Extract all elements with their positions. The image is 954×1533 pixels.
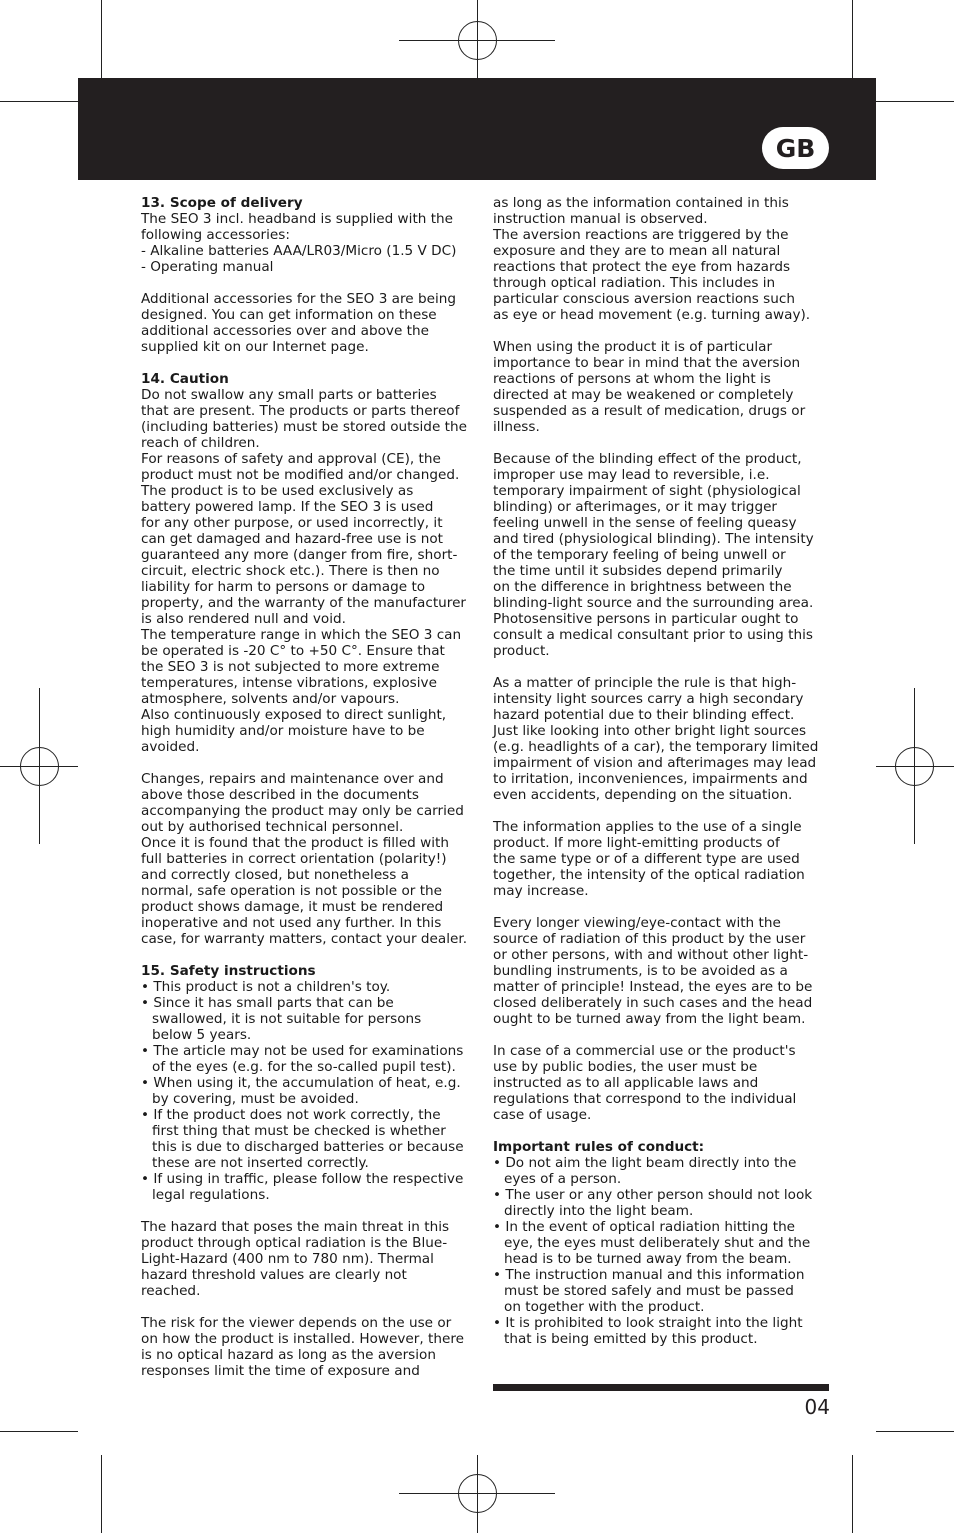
paragraph-gap <box>493 899 838 915</box>
text-line: use by public bodies, the user must be <box>493 1059 758 1075</box>
text-line: product shows damage, it must be rendered <box>141 899 444 915</box>
text-line: source of radiation of this product by the user <box>493 931 806 947</box>
registration-circle <box>20 747 59 786</box>
text-line: intensity light sources carry a high secondary <box>493 691 804 707</box>
text-line: • Do not aim the light beam directly into the <box>493 1155 797 1171</box>
section-heading: 13. Scope of delivery <box>141 195 303 211</box>
right-text-column <box>493 195 838 1347</box>
crop-mark <box>852 1455 853 1533</box>
text-line: blinding-light source and the surrounding area. <box>493 595 814 611</box>
text-line: reactions that protect the eye from hazards <box>493 259 791 275</box>
text-line: • Since it has small parts that can be <box>141 995 394 1011</box>
paragraph-gap <box>141 275 486 291</box>
text-line: avoided. <box>141 739 200 755</box>
text-line: swallowed, it is not suitable for persons <box>152 1011 422 1027</box>
text-line: reached. <box>141 1283 201 1299</box>
paragraph-gap <box>493 323 838 339</box>
paragraph-gap <box>141 1299 486 1315</box>
paragraph-gap <box>141 755 486 771</box>
text-line: below 5 years. <box>152 1027 252 1043</box>
text-line: full batteries in correct orientation (polarity!) <box>141 851 447 867</box>
text-line: ought to be turned away from the light beam. <box>493 1011 806 1027</box>
text-line: hazard threshold values are clearly not <box>141 1267 407 1283</box>
text-line: accompanying the product may only be carried <box>141 803 464 819</box>
text-line: suspended as a result of medication, drugs or <box>493 403 806 419</box>
left-text-column <box>141 195 486 1379</box>
text-line: The SEO 3 incl. headband is supplied with the <box>141 211 454 227</box>
text-line: product. <box>493 643 550 659</box>
text-line: exposure and they are to mean all natural <box>493 243 781 259</box>
text-line: of the eyes (e.g. for the so-called pupil test). <box>152 1059 456 1075</box>
text-line: Also continuously exposed to direct sunlight, <box>141 707 447 723</box>
text-line: illness. <box>493 419 540 435</box>
text-line: The aversion reactions are triggered by the <box>493 227 789 243</box>
text-line: matter of principle! Instead, the eyes are to be <box>493 979 813 995</box>
text-line: responses limit the time of exposure and <box>141 1363 420 1379</box>
text-line: The temperature range in which the SEO 3 can <box>141 627 462 643</box>
section-heading: 15. Safety instructions <box>141 963 316 979</box>
text-line: • If the product does not work correctly, the <box>141 1107 441 1123</box>
text-line: by covering, must be avoided. <box>152 1091 359 1107</box>
text-line: Just like looking into other bright light sources <box>493 723 807 739</box>
text-line: the time until it subsides depend primarily <box>493 563 783 579</box>
crop-mark <box>0 101 78 102</box>
text-line: When using the product it is of particular <box>493 339 773 355</box>
paragraph-gap <box>493 803 838 819</box>
text-line: legal regulations. <box>152 1187 270 1203</box>
text-line: consult a medical consultant prior to using this <box>493 627 813 643</box>
text-line: these are not inserted correctly. <box>152 1155 369 1171</box>
text-line: For reasons of safety and approval (CE), the <box>141 451 441 467</box>
text-line: designed. You can get information on these <box>141 307 437 323</box>
text-line: Once it is found that the product is filled with <box>141 835 449 851</box>
text-line: the same type or of a different type are used <box>493 851 800 867</box>
section-heading: 14. Caution <box>141 371 229 387</box>
text-line: (e.g. headlights of a car), the temporary limited <box>493 739 819 755</box>
text-line: atmosphere, solvents and/or vapours. <box>141 691 400 707</box>
paragraph-gap <box>141 947 486 963</box>
text-line: for any other purpose, or used incorrectly, it <box>141 515 443 531</box>
text-line: is no optical hazard as long as the aversion <box>141 1347 436 1363</box>
crop-mark <box>101 1455 102 1533</box>
text-line: • The instruction manual and this information <box>493 1267 805 1283</box>
text-line: impairment of vision and afterimages may lead <box>493 755 817 771</box>
text-line: on together with the product. <box>504 1299 705 1315</box>
text-line: reach of children. <box>141 435 260 451</box>
text-line: The product is to be used exclusively as <box>141 483 414 499</box>
text-line: battery powered lamp. If the SEO 3 is used <box>141 499 434 515</box>
crop-mark <box>852 0 853 78</box>
text-line: • The user or any other person should not look <box>493 1187 813 1203</box>
text-line: liability for harm to persons or damage to <box>141 579 426 595</box>
text-line: • In the event of optical radiation hitting the <box>493 1219 796 1235</box>
text-line: As a matter of principle the rule is that high- <box>493 675 797 691</box>
text-line: Photosensitive persons in particular ought to <box>493 611 799 627</box>
text-line: regulations that correspond to the individual <box>493 1091 797 1107</box>
paragraph-gap <box>493 1123 838 1139</box>
crop-mark <box>101 0 102 78</box>
text-line: instructed as to all applicable laws and <box>493 1075 759 1091</box>
text-line: and correctly closed, but nonetheless a <box>141 867 409 883</box>
text-line: hazard potential due to their blinding effect. <box>493 707 795 723</box>
text-line: and tired (physiological blinding). The intensity <box>493 531 814 547</box>
text-line: case, for warranty matters, contact your dealer. <box>141 931 468 947</box>
text-line: Additional accessories for the SEO 3 are being <box>141 291 456 307</box>
text-line: eyes of a person. <box>504 1171 622 1187</box>
text-line: (including batteries) must be stored outside the <box>141 419 467 435</box>
text-line: that is being emitted by this product. <box>504 1331 758 1347</box>
text-line: • If using in traffic, please follow the respective <box>141 1171 464 1187</box>
text-line: guaranteed any more (danger from fire, short- <box>141 547 458 563</box>
text-line: - Alkaline batteries AAA/LR03/Micro (1.5 V DC) <box>141 243 457 259</box>
text-line: directed at may be weakened or completely <box>493 387 794 403</box>
text-line: improper use may lead to reversible, i.e. <box>493 467 770 483</box>
text-line: temperatures, intense vibrations, explosive <box>141 675 437 691</box>
text-line: Changes, repairs and maintenance over and <box>141 771 444 787</box>
text-line: through optical radiation. This includes in <box>493 275 776 291</box>
text-line: normal, safe operation is not possible or the <box>141 883 443 899</box>
text-line: or other persons, with and without other light- <box>493 947 809 963</box>
text-line: Light-Hazard (400 nm to 780 nm). Thermal <box>141 1251 434 1267</box>
paragraph-gap <box>493 659 838 675</box>
crop-mark <box>876 101 954 102</box>
text-line: reactions of persons at whom the light is <box>493 371 771 387</box>
text-line: this is due to discharged batteries or because <box>152 1139 464 1155</box>
footer-bar <box>493 1384 829 1391</box>
text-line: product. If more light-emitting products of <box>493 835 780 851</box>
text-line: additional accessories over and above the <box>141 323 429 339</box>
paragraph-gap <box>493 435 838 451</box>
text-line: temporary impairment of sight (physiological <box>493 483 801 499</box>
text-line: following accessories: <box>141 227 290 243</box>
text-line: The risk for the viewer depends on the use or <box>141 1315 452 1331</box>
text-line: • This product is not a children's toy. <box>141 979 391 995</box>
text-line: product must not be modified and/or changed. <box>141 467 460 483</box>
text-line: that are present. The products or parts thereof <box>141 403 460 419</box>
text-line: The hazard that poses the main threat in this <box>141 1219 450 1235</box>
text-line: to irritation, inconveniences, impairments and <box>493 771 808 787</box>
text-line: Because of the blinding effect of the product, <box>493 451 802 467</box>
paragraph-gap <box>141 355 486 371</box>
text-line: on the difference in brightness between the <box>493 579 792 595</box>
text-line: The information applies to the use of a single <box>493 819 802 835</box>
text-line: importance to bear in mind that the aversion <box>493 355 801 371</box>
text-line: even accidents, depending on the situation. <box>493 787 793 803</box>
text-line: supplied kit on our Internet page. <box>141 339 369 355</box>
text-line: blinding) or afterimages, or it may trigger <box>493 499 778 515</box>
text-line: property, and the warranty of the manufacturer <box>141 595 467 611</box>
registration-circle <box>895 747 934 786</box>
text-line: • When using it, the accumulation of heat, e.g. <box>141 1075 461 1091</box>
text-line: above those described in the documents <box>141 787 419 803</box>
text-line: feeling unwell in the sense of feeling queasy <box>493 515 797 531</box>
text-line: as eye or head movement (e.g. turning away). <box>493 307 811 323</box>
text-line: must be stored safely and must be passed <box>504 1283 794 1299</box>
text-line: of the temporary feeling of being unwell or <box>493 547 786 563</box>
text-line: closed deliberately in such cases and the head <box>493 995 813 1011</box>
text-line: Do not swallow any small parts or batteries <box>141 387 437 403</box>
crop-mark <box>876 1431 954 1432</box>
text-line: - Operating manual <box>141 259 274 275</box>
text-line: the SEO 3 is not subjected to more extreme <box>141 659 440 675</box>
text-line: • The article may not be used for examinations <box>141 1043 464 1059</box>
page-number: 04 <box>804 1395 830 1419</box>
text-line: on how the product is installed. However, there <box>141 1331 464 1347</box>
text-line: eye, the eyes must deliberately shut and the <box>504 1235 811 1251</box>
text-line: may increase. <box>493 883 589 899</box>
text-line: directly into the light beam. <box>504 1203 694 1219</box>
text-line: Every longer viewing/eye-contact with the <box>493 915 781 931</box>
text-line: high humidity and/or moisture have to be <box>141 723 425 739</box>
text-line: out by authorised technical personnel. <box>141 819 404 835</box>
header-band <box>78 78 876 180</box>
text-line: bundling instruments, is to be avoided as a <box>493 963 788 979</box>
text-line: particular conscious aversion reactions such <box>493 291 795 307</box>
text-line: together, the intensity of the optical radiation <box>493 867 805 883</box>
text-line: can get damaged and hazard-free use is not <box>141 531 443 547</box>
text-line: case of usage. <box>493 1107 592 1123</box>
text-line: product through optical radiation is the Blue- <box>141 1235 448 1251</box>
text-line: inoperative and not used any further. In this <box>141 915 442 931</box>
text-line: In case of a commercial use or the product's <box>493 1043 796 1059</box>
crop-mark <box>0 1431 78 1432</box>
text-line: as long as the information contained in this <box>493 195 789 211</box>
text-line: be operated is -20 C° to +50 C°. Ensure that <box>141 643 445 659</box>
text-line: is also rendered null and void. <box>141 611 346 627</box>
registration-circle <box>458 21 497 60</box>
registration-circle <box>458 1474 497 1513</box>
language-badge: GB <box>762 127 829 169</box>
section-heading: Important rules of conduct: <box>493 1139 705 1155</box>
text-line: head is to be turned away from the beam. <box>504 1251 792 1267</box>
text-line: circuit, electric shock etc.). There is then no <box>141 563 440 579</box>
text-line: first thing that must be checked is whether <box>152 1123 446 1139</box>
text-line: • It is prohibited to look straight into the light <box>493 1315 803 1331</box>
paragraph-gap <box>141 1203 486 1219</box>
text-line: instruction manual is observed. <box>493 211 708 227</box>
paragraph-gap <box>493 1027 838 1043</box>
